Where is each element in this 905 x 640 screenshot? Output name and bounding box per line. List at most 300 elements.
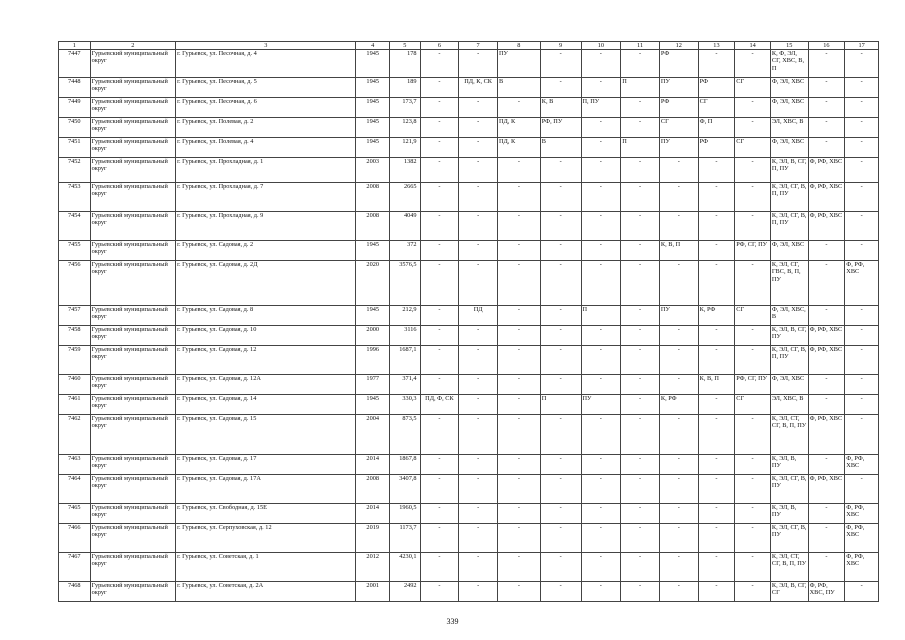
table-cell-col-12: - bbox=[659, 415, 698, 455]
column-header-4: 4 bbox=[356, 42, 390, 50]
table-cell-col-14: - bbox=[735, 455, 771, 475]
table-cell-col-13: - bbox=[698, 326, 735, 346]
table-cell-col-13: - bbox=[698, 212, 735, 241]
table-cell-col-15: К, ЭЛ, СГ, В, ПУ bbox=[770, 524, 808, 553]
table-cell-col-5: 121,9 bbox=[390, 138, 421, 158]
table-cell-col-10: - bbox=[581, 326, 621, 346]
table-cell-col-14: - bbox=[735, 183, 771, 212]
table-cell-col-16: - bbox=[808, 78, 845, 98]
table-row bbox=[59, 553, 879, 582]
table-cell-col-10: - bbox=[581, 504, 621, 524]
table-cell-col-13: РФ bbox=[698, 138, 735, 158]
table-cell-col-8: - bbox=[497, 158, 540, 183]
table-cell-col-4: 1945 bbox=[356, 241, 390, 261]
table-cell-col-14: - bbox=[735, 261, 771, 306]
table-cell-col-15: К, ЭЛ, В, ПУ bbox=[770, 504, 808, 524]
table-cell-col-14: - bbox=[735, 98, 771, 118]
table-cell-col-5: 178 bbox=[390, 50, 421, 78]
column-header-10: 10 bbox=[581, 42, 621, 50]
table-cell-col-14: - bbox=[735, 118, 771, 138]
table-cell-col-1: 7454 bbox=[59, 212, 91, 241]
table-cell-col-8: - bbox=[497, 212, 540, 241]
table-cell-col-4: 2014 bbox=[356, 455, 390, 475]
table-cell-col-16: Ф, РФ, ХВС bbox=[808, 326, 845, 346]
table-row bbox=[59, 524, 879, 553]
table-cell-col-4: 1945 bbox=[356, 306, 390, 326]
table-cell-col-2: Гурьевский муниципальный округ bbox=[90, 306, 176, 326]
table-cell-col-4: 1945 bbox=[356, 78, 390, 98]
table-cell-col-9: П bbox=[540, 395, 581, 415]
table-cell-col-17: - bbox=[845, 326, 879, 346]
table-cell-col-14: - bbox=[735, 346, 771, 375]
table-cell-col-3: г. Гурьевск, ул. Садовая, д. 17 bbox=[176, 455, 356, 475]
table-cell-col-7: ПД, К, СК bbox=[459, 78, 498, 98]
register-table bbox=[58, 41, 879, 602]
table-cell-col-17: - bbox=[845, 241, 879, 261]
table-cell-col-15: К, ЭЛ, В, ПУ bbox=[770, 455, 808, 475]
table-cell-col-4: 1945 bbox=[356, 395, 390, 415]
table-cell-col-11: - bbox=[621, 415, 660, 455]
table-cell-col-8: - bbox=[497, 306, 540, 326]
table-cell-col-11: - bbox=[621, 50, 660, 78]
table-cell-col-8: - bbox=[497, 475, 540, 504]
table-cell-col-1: 7464 bbox=[59, 475, 91, 504]
column-header-7: 7 bbox=[459, 42, 498, 50]
table-cell-col-3: г. Гурьевск, ул. Свободная, д. 15Е bbox=[176, 504, 356, 524]
table-cell-col-1: 7455 bbox=[59, 241, 91, 261]
table-cell-col-16: Ф, РФ, ХВС bbox=[808, 158, 845, 183]
table-cell-col-7: - bbox=[459, 395, 498, 415]
table-cell-col-17: - bbox=[845, 183, 879, 212]
table-cell-col-6: - bbox=[420, 50, 459, 78]
table-cell-col-9: - bbox=[540, 306, 581, 326]
table-cell-col-9: - bbox=[540, 455, 581, 475]
table-cell-col-1: 7451 bbox=[59, 138, 91, 158]
table-cell-col-9: - bbox=[540, 158, 581, 183]
table-cell-col-12: РФ bbox=[659, 98, 698, 118]
table-row bbox=[59, 138, 879, 158]
table-cell-col-4: 2003 bbox=[356, 158, 390, 183]
table-cell-col-3: г. Гурьевск, ул. Садовая, д. 15 bbox=[176, 415, 356, 455]
table-cell-col-5: 1687,1 bbox=[390, 346, 421, 375]
table-cell-col-9: - bbox=[540, 504, 581, 524]
table-cell-col-1: 7448 bbox=[59, 78, 91, 98]
table-cell-col-13: - bbox=[698, 415, 735, 455]
table-cell-col-12: К, РФ bbox=[659, 395, 698, 415]
table-cell-col-13: - bbox=[698, 455, 735, 475]
table-cell-col-10: - bbox=[581, 455, 621, 475]
table-cell-col-17: Ф, РФ, ХВС bbox=[845, 455, 879, 475]
table-cell-col-16: - bbox=[808, 553, 845, 582]
table-row bbox=[59, 326, 879, 346]
table-cell-col-3: г. Гурьевск, ул. Полевая, д. 2 bbox=[176, 118, 356, 138]
table-cell-col-4: 1945 bbox=[356, 50, 390, 78]
table-cell-col-15: ЭЛ, ХВС, В bbox=[770, 118, 808, 138]
table-cell-col-7: - bbox=[459, 138, 498, 158]
page-number: 339 bbox=[446, 617, 459, 626]
table-cell-col-6: - bbox=[420, 475, 459, 504]
table-cell-col-2: Гурьевский муниципальный округ bbox=[90, 475, 176, 504]
table-cell-col-16: - bbox=[808, 50, 845, 78]
table-cell-col-15: К, ЭЛ, В, СГ, ПУ bbox=[770, 326, 808, 346]
column-header-9: 9 bbox=[540, 42, 581, 50]
table-cell-col-8: - bbox=[497, 183, 540, 212]
table-cell-col-9: - bbox=[540, 475, 581, 504]
table-cell-col-5: 189 bbox=[390, 78, 421, 98]
table-cell-col-15: К, ЭЛ, В, СГ, СГ bbox=[770, 582, 808, 602]
table-cell-col-15: К, Ф, ЭЛ, СГ, ХВС, В, П bbox=[770, 50, 808, 78]
table-cell-col-15: К, ЭЛ, СГ, В, П, ПУ bbox=[770, 183, 808, 212]
table-cell-col-6: - bbox=[420, 183, 459, 212]
table-cell-col-17: - bbox=[845, 50, 879, 78]
table-cell-col-3: г. Гурьевск, ул. Песочная, д. 4 bbox=[176, 50, 356, 78]
column-header-15: 15 bbox=[770, 42, 808, 50]
table-cell-col-1: 7465 bbox=[59, 504, 91, 524]
table-cell-col-5: 3576,5 bbox=[390, 261, 421, 306]
table-cell-col-13: К, В, П bbox=[698, 375, 735, 395]
table-cell-col-16: - bbox=[808, 138, 845, 158]
table-cell-col-7: - bbox=[459, 212, 498, 241]
table-cell-col-7: - bbox=[459, 475, 498, 504]
table-cell-col-2: Гурьевский муниципальный округ bbox=[90, 98, 176, 118]
table-row bbox=[59, 241, 879, 261]
table-cell-col-13: К, РФ bbox=[698, 306, 735, 326]
table-cell-col-8: ПД, К bbox=[497, 138, 540, 158]
table-cell-col-6: - bbox=[420, 306, 459, 326]
table-cell-col-12: - bbox=[659, 553, 698, 582]
table-cell-col-12: - bbox=[659, 524, 698, 553]
column-header-3: 3 bbox=[176, 42, 356, 50]
table-cell-col-10: - bbox=[581, 241, 621, 261]
table-cell-col-8: - bbox=[497, 241, 540, 261]
table-cell-col-15: Ф, ЭЛ, ХВС, В bbox=[770, 306, 808, 326]
table-cell-col-16: Ф, РФ, ХВС, ПУ bbox=[808, 582, 845, 602]
table-cell-col-15: Ф, ЭЛ, ХВС bbox=[770, 78, 808, 98]
table-cell-col-1: 7459 bbox=[59, 346, 91, 375]
table-cell-col-17: Ф, РФ, ХВС bbox=[845, 504, 879, 524]
table-cell-col-5: 1173,7 bbox=[390, 524, 421, 553]
table-cell-col-3: г. Гурьевск, ул. Садовая, д. 12 bbox=[176, 346, 356, 375]
table-cell-col-3: г. Гурьевск, ул. Песочная, д. 5 bbox=[176, 78, 356, 98]
table-cell-col-7: - bbox=[459, 375, 498, 395]
table-cell-col-11: П bbox=[621, 78, 660, 98]
table-cell-col-14: - bbox=[735, 582, 771, 602]
table-cell-col-10: - bbox=[581, 183, 621, 212]
table-cell-col-12: РФ bbox=[659, 50, 698, 78]
table-cell-col-13: - bbox=[698, 158, 735, 183]
table-cell-col-15: Ф, ЭЛ, ХВС bbox=[770, 138, 808, 158]
table-cell-col-8: - bbox=[497, 582, 540, 602]
table-cell-col-2: Гурьевский муниципальный округ bbox=[90, 261, 176, 306]
column-header-6: 6 bbox=[420, 42, 459, 50]
table-cell-col-9: - bbox=[540, 50, 581, 78]
column-header-1: 1 bbox=[59, 42, 91, 50]
table-cell-col-8: - bbox=[497, 553, 540, 582]
table-cell-col-17: - bbox=[845, 306, 879, 326]
table-cell-col-4: 1945 bbox=[356, 98, 390, 118]
table-cell-col-16: - bbox=[808, 241, 845, 261]
table-cell-col-4: 2008 bbox=[356, 212, 390, 241]
table-cell-col-10: П bbox=[581, 306, 621, 326]
table-cell-col-5: 173,7 bbox=[390, 98, 421, 118]
table-cell-col-13: Ф, П bbox=[698, 118, 735, 138]
table-row bbox=[59, 582, 879, 602]
table-row bbox=[59, 504, 879, 524]
table-cell-col-12: - bbox=[659, 346, 698, 375]
table-cell-col-1: 7453 bbox=[59, 183, 91, 212]
table-cell-col-11: - bbox=[621, 375, 660, 395]
column-header-13: 13 bbox=[698, 42, 735, 50]
table-cell-col-15: К, ЭЛ, В, СГ, П, ПУ bbox=[770, 158, 808, 183]
table-cell-col-11: - bbox=[621, 326, 660, 346]
table-cell-col-15: ЭЛ, ХВС, В bbox=[770, 395, 808, 415]
table-cell-col-6: - bbox=[420, 375, 459, 395]
table-cell-col-14: СГ bbox=[735, 306, 771, 326]
table-cell-col-3: г. Гурьевск, ул. Серпуховская, д. 12 bbox=[176, 524, 356, 553]
table-cell-col-17: Ф, РФ, ХВС bbox=[845, 524, 879, 553]
table-cell-col-2: Гурьевский муниципальный округ bbox=[90, 212, 176, 241]
table-cell-col-15: К, ЭЛ, СГ, ГВС, В, П, ПУ bbox=[770, 261, 808, 306]
table-cell-col-9: - bbox=[540, 553, 581, 582]
table-cell-col-8: - bbox=[497, 524, 540, 553]
table-cell-col-12: - bbox=[659, 183, 698, 212]
table-cell-col-16: Ф, РФ, ХВС bbox=[808, 183, 845, 212]
table-cell-col-11: - bbox=[621, 183, 660, 212]
table-row bbox=[59, 395, 879, 415]
table-cell-col-9: К, В bbox=[540, 98, 581, 118]
table-cell-col-17: - bbox=[845, 582, 879, 602]
table-cell-col-3: г. Гурьевск, ул. Советская, д. 2А bbox=[176, 582, 356, 602]
table-cell-col-1: 7452 bbox=[59, 158, 91, 183]
table-cell-col-16: Ф, РФ, ХВС bbox=[808, 475, 845, 504]
table-cell-col-8: - bbox=[497, 326, 540, 346]
table-cell-col-12: СГ bbox=[659, 118, 698, 138]
table-cell-col-5: 372 bbox=[390, 241, 421, 261]
table-cell-col-7: - bbox=[459, 346, 498, 375]
table-cell-col-17: - bbox=[845, 212, 879, 241]
table-cell-col-15: К, ЭЛ, СГ, В, П, ПУ bbox=[770, 346, 808, 375]
table-cell-col-8: - bbox=[497, 261, 540, 306]
table-row bbox=[59, 261, 879, 306]
table-cell-col-1: 7449 bbox=[59, 98, 91, 118]
table-cell-col-17: - bbox=[845, 395, 879, 415]
table-cell-col-17: - bbox=[845, 78, 879, 98]
table-cell-col-9: - bbox=[540, 415, 581, 455]
table-cell-col-15: Ф, ЭЛ, ХВС bbox=[770, 375, 808, 395]
table-cell-col-6: - bbox=[420, 455, 459, 475]
table-cell-col-2: Гурьевский муниципальный округ bbox=[90, 524, 176, 553]
table-cell-col-16: - bbox=[808, 98, 845, 118]
table-cell-col-14: РФ, СГ, ПУ bbox=[735, 375, 771, 395]
table-cell-col-5: 1382 bbox=[390, 158, 421, 183]
table-cell-col-9: - bbox=[540, 346, 581, 375]
table-cell-col-17: Ф, РФ, ХВС bbox=[845, 261, 879, 306]
table-cell-col-12: К, В, П bbox=[659, 241, 698, 261]
table-cell-col-2: Гурьевский муниципальный округ bbox=[90, 582, 176, 602]
column-header-8: 8 bbox=[497, 42, 540, 50]
table-cell-col-3: г. Гурьевск, ул. Садовая, д. 10 bbox=[176, 326, 356, 346]
table-cell-col-7: - bbox=[459, 455, 498, 475]
table-cell-col-6: - bbox=[420, 346, 459, 375]
table-cell-col-14: - bbox=[735, 158, 771, 183]
table-cell-col-14: - bbox=[735, 415, 771, 455]
table-cell-col-5: 3116 bbox=[390, 326, 421, 346]
table-cell-col-9: - bbox=[540, 261, 581, 306]
table-cell-col-2: Гурьевский муниципальный округ bbox=[90, 415, 176, 455]
table-cell-col-11: - bbox=[621, 212, 660, 241]
table-cell-col-6: - bbox=[420, 212, 459, 241]
table-cell-col-17: - bbox=[845, 138, 879, 158]
table-cell-col-8: ПД, К bbox=[497, 118, 540, 138]
table-cell-col-10: - bbox=[581, 212, 621, 241]
table-cell-col-2: Гурьевский муниципальный округ bbox=[90, 504, 176, 524]
table-cell-col-9: - bbox=[540, 78, 581, 98]
table-cell-col-3: г. Гурьевск, ул. Садовая, д. 14 bbox=[176, 395, 356, 415]
table-cell-col-5: 330,3 bbox=[390, 395, 421, 415]
table-cell-col-4: 1945 bbox=[356, 138, 390, 158]
table-cell-col-3: г. Гурьевск, ул. Садовая, д. 2 bbox=[176, 241, 356, 261]
table-cell-col-6: - bbox=[420, 118, 459, 138]
table-cell-col-17: - bbox=[845, 158, 879, 183]
table-cell-col-13: СГ bbox=[698, 98, 735, 118]
table-cell-col-8: - bbox=[497, 415, 540, 455]
table-cell-col-1: 7450 bbox=[59, 118, 91, 138]
table-cell-col-10: - bbox=[581, 582, 621, 602]
table-cell-col-3: г. Гурьевск, ул. Садовая, д. 8 bbox=[176, 306, 356, 326]
table-cell-col-5: 371,4 bbox=[390, 375, 421, 395]
table-cell-col-15: Ф, ЭЛ, ХВС bbox=[770, 241, 808, 261]
table-cell-col-5: 1960,5 bbox=[390, 504, 421, 524]
table-cell-col-13: - bbox=[698, 553, 735, 582]
table-cell-col-3: г. Гурьевск, ул. Песочная, д. 6 bbox=[176, 98, 356, 118]
table-cell-col-9: - bbox=[540, 582, 581, 602]
table-row bbox=[59, 306, 879, 326]
table-cell-col-3: г. Гурьевск, ул. Полевая, д. 4 bbox=[176, 138, 356, 158]
table-cell-col-13: - bbox=[698, 50, 735, 78]
table-cell-col-8: - bbox=[497, 395, 540, 415]
table-cell-col-17: - bbox=[845, 415, 879, 455]
table-row bbox=[59, 455, 879, 475]
table-cell-col-13: РФ bbox=[698, 78, 735, 98]
table-cell-col-6: - bbox=[420, 261, 459, 306]
header-row bbox=[59, 42, 879, 50]
table-cell-col-16: - bbox=[808, 504, 845, 524]
table-cell-col-3: г. Гурьевск, ул. Прохладная, д. 7 bbox=[176, 183, 356, 212]
table-cell-col-8: ПУ bbox=[497, 50, 540, 78]
table-cell-col-9: - bbox=[540, 241, 581, 261]
table-row bbox=[59, 415, 879, 455]
table-cell-col-10: - bbox=[581, 475, 621, 504]
table-cell-col-5: 3407,8 bbox=[390, 475, 421, 504]
table-cell-col-13: - bbox=[698, 504, 735, 524]
table-cell-col-14: - bbox=[735, 553, 771, 582]
table-cell-col-5: 2665 bbox=[390, 183, 421, 212]
table-cell-col-2: Гурьевский муниципальный округ bbox=[90, 241, 176, 261]
table-cell-col-7: - bbox=[459, 553, 498, 582]
table-cell-col-5: 4230,1 bbox=[390, 553, 421, 582]
table-cell-col-4: 2004 bbox=[356, 415, 390, 455]
table-cell-col-10: - bbox=[581, 78, 621, 98]
table-cell-col-2: Гурьевский муниципальный округ bbox=[90, 326, 176, 346]
table-cell-col-7: ПД bbox=[459, 306, 498, 326]
table-cell-col-15: К, ЭЛ, СТ, СГ, В, П, ПУ bbox=[770, 415, 808, 455]
table-cell-col-15: К, ЭЛ, СГ, В, ПУ bbox=[770, 475, 808, 504]
table-cell-col-12: - bbox=[659, 326, 698, 346]
table-cell-col-10: П, ПУ bbox=[581, 98, 621, 118]
table-cell-col-15: Ф, ЭЛ, ХВС bbox=[770, 98, 808, 118]
table-cell-col-16: - bbox=[808, 524, 845, 553]
table-cell-col-8: В bbox=[497, 78, 540, 98]
table-cell-col-10: - bbox=[581, 158, 621, 183]
table-cell-col-7: - bbox=[459, 415, 498, 455]
table-cell-col-3: г. Гурьевск, ул. Садовая, д. 17А bbox=[176, 475, 356, 504]
table-cell-col-9: - bbox=[540, 375, 581, 395]
table-cell-col-7: - bbox=[459, 241, 498, 261]
table-cell-col-14: СГ bbox=[735, 138, 771, 158]
table-cell-col-12: - bbox=[659, 475, 698, 504]
table-cell-col-15: К, ЭЛ, СГ, В, П, ПУ bbox=[770, 212, 808, 241]
table-cell-col-6: - bbox=[420, 98, 459, 118]
table-cell-col-16: - bbox=[808, 395, 845, 415]
table-cell-col-14: СГ bbox=[735, 78, 771, 98]
table-cell-col-5: 123,8 bbox=[390, 118, 421, 138]
table-cell-col-16: - bbox=[808, 375, 845, 395]
table-cell-col-12: - bbox=[659, 212, 698, 241]
table-cell-col-7: - bbox=[459, 183, 498, 212]
table-cell-col-4: 1977 bbox=[356, 375, 390, 395]
table-cell-col-12: - bbox=[659, 504, 698, 524]
table-cell-col-3: г. Гурьевск, ул. Прохладная, д. 1 bbox=[176, 158, 356, 183]
table-cell-col-8: - bbox=[497, 375, 540, 395]
table-cell-col-11: - bbox=[621, 158, 660, 183]
table-cell-col-11: - bbox=[621, 306, 660, 326]
table-cell-col-16: - bbox=[808, 455, 845, 475]
table-cell-col-13: - bbox=[698, 261, 735, 306]
table-cell-col-8: - bbox=[497, 504, 540, 524]
table-cell-col-6: - bbox=[420, 326, 459, 346]
table-row bbox=[59, 50, 879, 78]
table-cell-col-9: - bbox=[540, 524, 581, 553]
table-cell-col-2: Гурьевский муниципальный округ bbox=[90, 78, 176, 98]
table-cell-col-4: 2014 bbox=[356, 504, 390, 524]
table-cell-col-7: - bbox=[459, 118, 498, 138]
table-cell-col-2: Гурьевский муниципальный округ bbox=[90, 375, 176, 395]
table-cell-col-2: Гурьевский муниципальный округ bbox=[90, 183, 176, 212]
table-cell-col-2: Гурьевский муниципальный округ bbox=[90, 455, 176, 475]
table-cell-col-17: - bbox=[845, 475, 879, 504]
table-cell-col-11: - bbox=[621, 524, 660, 553]
table-cell-col-10: - bbox=[581, 138, 621, 158]
table-cell-col-4: 1945 bbox=[356, 118, 390, 138]
table-cell-col-1: 7468 bbox=[59, 582, 91, 602]
table-cell-col-16: - bbox=[808, 261, 845, 306]
table-cell-col-13: - bbox=[698, 241, 735, 261]
table-cell-col-5: 873,5 bbox=[390, 415, 421, 455]
table-cell-col-9: РФ, ПУ bbox=[540, 118, 581, 138]
table-cell-col-1: 7447 bbox=[59, 50, 91, 78]
table-cell-col-12: - bbox=[659, 261, 698, 306]
table-cell-col-9: - bbox=[540, 212, 581, 241]
table-cell-col-14: - bbox=[735, 326, 771, 346]
table-cell-col-17: - bbox=[845, 118, 879, 138]
table-cell-col-9: В bbox=[540, 138, 581, 158]
table-cell-col-7: - bbox=[459, 524, 498, 553]
table-cell-col-3: г. Гурьевск, ул. Садовая, д. 12А bbox=[176, 375, 356, 395]
table-cell-col-8: - bbox=[497, 455, 540, 475]
column-header-14: 14 bbox=[735, 42, 771, 50]
table-cell-col-2: Гурьевский муниципальный округ bbox=[90, 346, 176, 375]
table-cell-col-11: - bbox=[621, 98, 660, 118]
